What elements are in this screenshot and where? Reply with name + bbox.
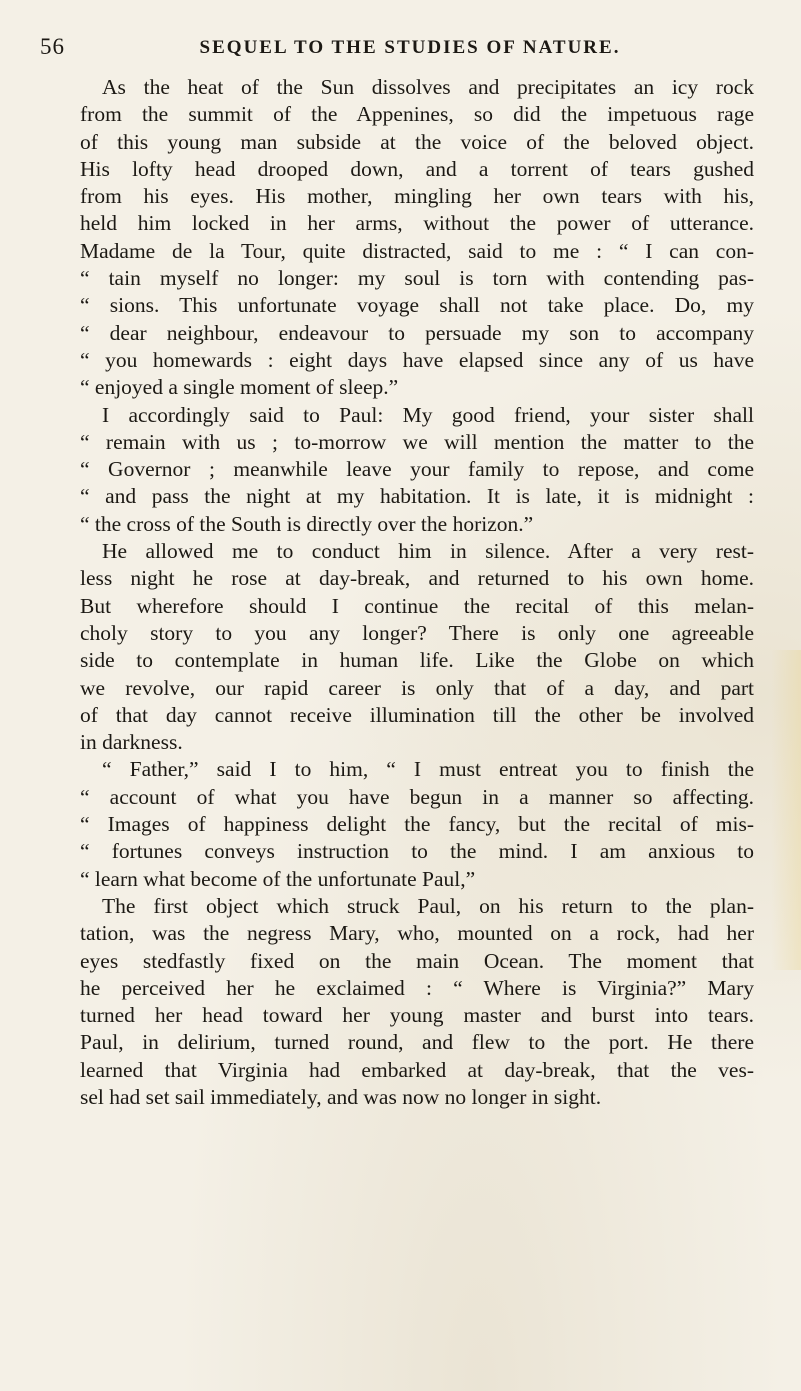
text-line: The first object which struck Paul, on his return to the plan-: [102, 893, 754, 918]
text-line: learned that Virginia had embarked at day-break, that the ves-: [80, 1057, 754, 1082]
text-line: held him locked in her arms, without the power of utterance.: [80, 211, 754, 236]
text-line: “ learn what become of the unfortunate Paul,”: [80, 866, 476, 891]
text-line: “ fortunes conveys instruction to the mind. I am anxious to: [80, 839, 754, 864]
text-line: we revolve, our rapid career is only that of a day, and part: [80, 675, 754, 700]
text-line: Madame de la Tour, quite distracted, said to me : “ I can con-: [80, 238, 754, 263]
text-line: he perceived her he exclaimed : “ Where is Virginia?” Mary: [80, 975, 754, 1000]
text-line: “ Father,” said I to him, “ I must entreat you to finish the: [102, 757, 754, 782]
running-head-title: SEQUEL TO THE STUDIES OF NATURE.: [199, 37, 621, 58]
text-line: “ dear neighbour, endeavour to persuade my son to accompany: [80, 320, 754, 345]
text-line: less night he rose at day-break, and returned to his own home.: [80, 566, 754, 591]
text-line: of that day cannot receive illumination till the other be involved: [80, 702, 754, 727]
text-line: “ enjoyed a single moment of sleep.”: [80, 375, 399, 400]
text-line: “ the cross of the South is directly over the horizon.”: [80, 511, 534, 536]
text-line: “ remain with us ; to-morrow we will mention the matter to the: [80, 429, 754, 454]
page-stain: [771, 650, 801, 970]
body-text: [80, 74, 754, 1111]
text-line: “ account of what you have begun in a manner so affecting.: [80, 784, 754, 809]
text-line: “ sions. This unfortunate voyage shall not take place. Do, my: [80, 293, 754, 318]
text-line: But wherefore should I continue the recital of this melan-: [80, 593, 754, 618]
text-line: His lofty head drooped down, and a torrent of tears gushed: [80, 156, 754, 181]
text-line: “ you homewards : eight days have elapsed since any of us have: [80, 347, 754, 372]
text-line: from his eyes. His mother, mingling her own tears with his,: [80, 184, 754, 209]
text-line: sel had set sail immediately, and was now no longer in sight.: [80, 1084, 602, 1109]
text-line: from the summit of the Appenines, so did the impetuous rage: [80, 102, 754, 127]
text-line: turned her head toward her young master and burst into tears.: [80, 1003, 754, 1028]
text-line: in darkness.: [80, 730, 183, 755]
page-number: 56: [40, 34, 65, 59]
text-line: of this young man subside at the voice of the beloved object.: [80, 129, 754, 154]
text-line: “ Governor ; meanwhile leave your family to repose, and come: [80, 457, 754, 482]
text-line: eyes stedfastly fixed on the main Ocean. The moment that: [80, 948, 754, 973]
text-line: choly story to you any longer? There is only one agreeable: [80, 620, 754, 645]
text-line: “ and pass the night at my habitation. It is late, it is midnight :: [80, 484, 754, 509]
running-head: [40, 34, 780, 64]
text-line: tation, was the negress Mary, who, mounted on a rock, had her: [80, 921, 754, 946]
text-line: “ tain myself no longer: my soul is torn with contending pas-: [80, 266, 754, 291]
text-line: “ Images of happiness delight the fancy, but the recital of mis-: [80, 812, 754, 837]
text-line: Paul, in delirium, turned round, and flew to the port. He there: [80, 1030, 754, 1055]
text-line: I accordingly said to Paul: My good friend, your sister shall: [102, 402, 754, 427]
text-line: side to contemplate in human life. Like the Globe on which: [80, 648, 754, 673]
text-line: As the heat of the Sun dissolves and precipitates an icy rock: [102, 75, 754, 99]
text-line: He allowed me to conduct him in silence. After a very rest-: [102, 539, 754, 564]
